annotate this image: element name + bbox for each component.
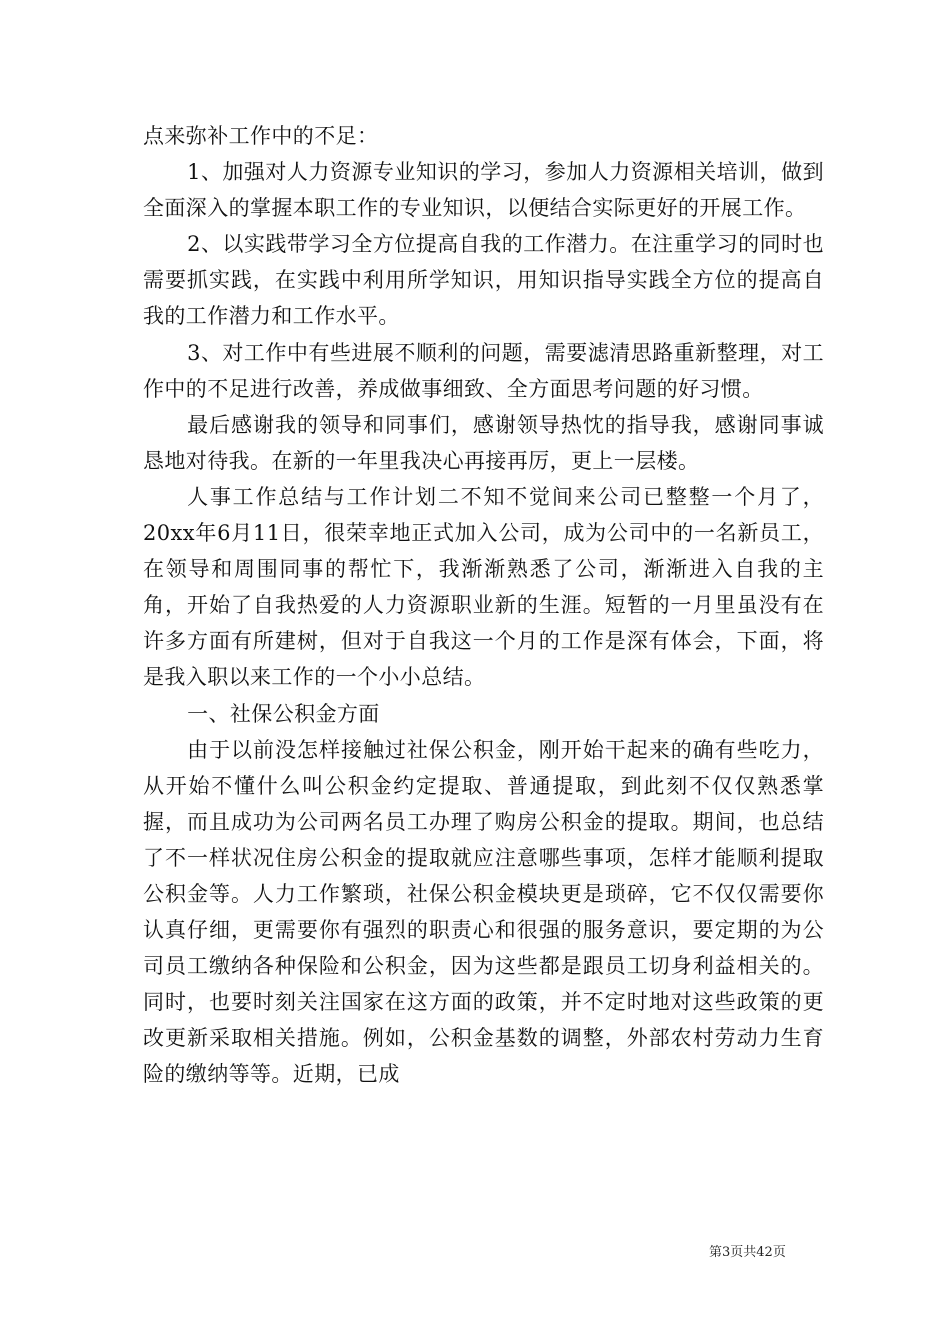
document-body: [143, 118, 824, 1093]
paragraph-continuation: 点来弥补工作中的不足：: [143, 124, 379, 148]
paragraph-item-2: 2、以实践带学习全方位提高自我的工作潜力。在注重学习的同时也需要抓实践，在实践中利用所学知识，用知识指导实践全方位的提高自我的工作潜力和工作水平。: [143, 232, 824, 329]
paragraph-thanks: 最后感谢我的领导和同事们，感谢领导热忱的指导我，感谢同事诚恳地对待我。在新的一年里我决心再接再厉，更上一层楼。: [143, 412, 824, 473]
paragraph-item-3: 3、对工作中有些进展不顺利的问题，需要滤清思路重新整理，对工作中的不足进行改善，养成做事细致、全方面思考问题的好习惯。: [143, 340, 824, 401]
paragraph-social-security: 由于以前没怎样接触过社保公积金，刚开始干起来的确有些吃力，从开始不懂什么叫公积金约定提取、普通提取，到此刻不仅仅熟悉掌握，而且成功为公司两名员工办理了购房公积金的提取。期间，也总结了不一样状况住房公积金的提取就应注意哪些事项，怎样才能顺利提取公积金等。人力工作繁琐，社保公积金模块更是琐碎，它不仅仅需要你认真仔细，更需要你有强烈的职责心和很强的服务意识，要定期的为公司员工缴纳各种保险和公积金，因为这些都是跟员工切身利益相关的。同时，也要时刻关注国家在这方面的政策，并不定时地对这些政策的更改更新采取相关措施。例如，公积金基数的调整，外部农村劳动力生育险的缴纳等等。近期，已成: [143, 737, 824, 1087]
section-heading-social-security: 一、社保公积金方面: [187, 701, 380, 726]
paragraph-item-1: 1、加强对人力资源专业知识的学习，参加人力资源相关培训，做到全面深入的掌握本职工作的专业知识，以便结合实际更好的开展工作。: [143, 160, 824, 221]
page-number-footer: 第3页共42页: [709, 1245, 786, 1260]
paragraph-summary-intro: 人事工作总结与工作计划二不知不觉间来公司已整整一个月了，20xx年6月11日，很荣幸地正式加入公司，成为公司中的一名新员工，在领导和周围同事的帮忙下，我渐渐熟悉了公司，渐渐进入自我的主角，开始了自我热爱的人力资源职业新的生涯。短暂的一月里虽没有在许多方面有所建树，但对于自我这一个月的工作是深有体会，下面，将是我入职以来工作的一个小小总结。: [143, 484, 824, 690]
